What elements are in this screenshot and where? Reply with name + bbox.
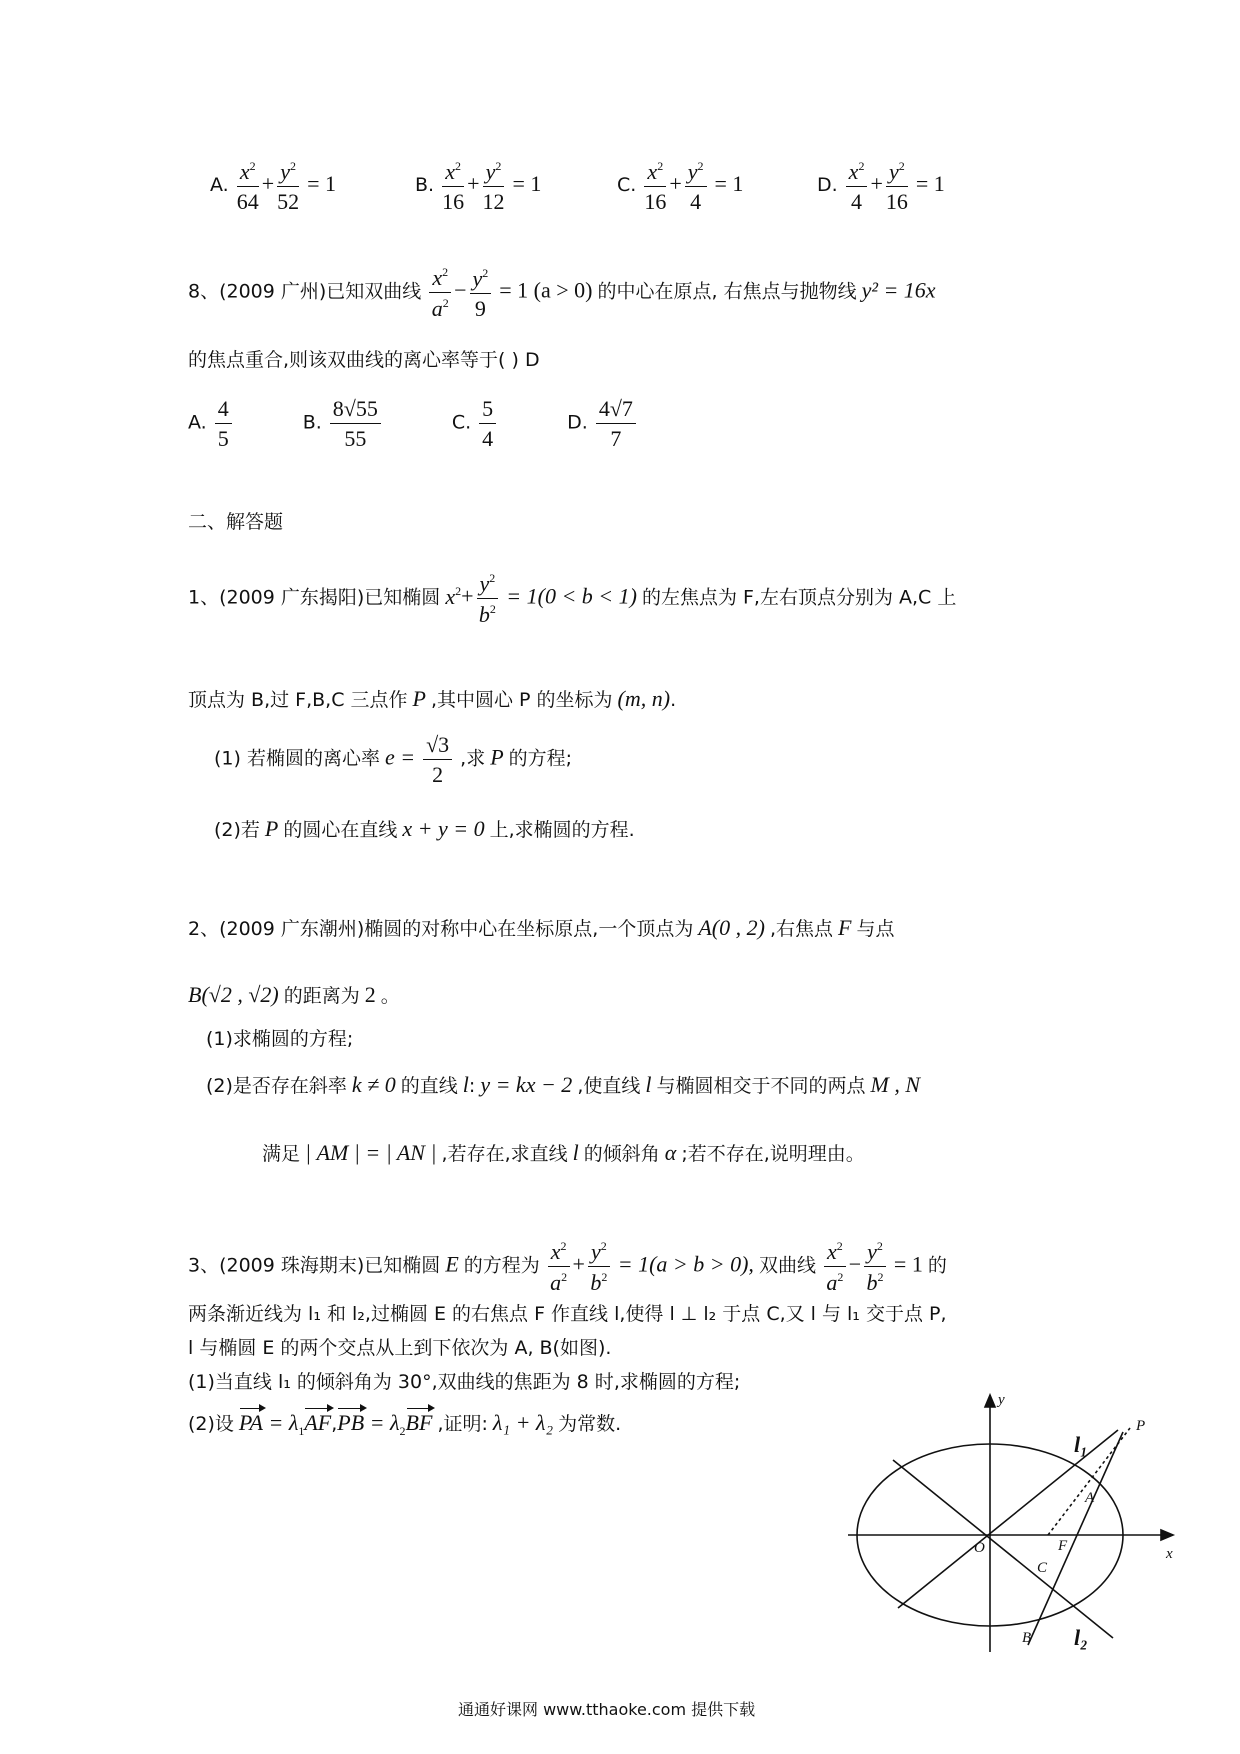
p1-text: 的圆心在直线 (283, 819, 398, 841)
hyperbola-term-y: $\frac{y^2}{9}$ (470, 267, 492, 320)
num: x (647, 159, 658, 184)
p2-text: 的距离为 (283, 985, 360, 1007)
option-label: A. (210, 174, 229, 197)
y-axis-arrow (985, 1395, 995, 1407)
option-label: D. (567, 411, 588, 434)
label-y: y (998, 1392, 1005, 1408)
label-a: A (1085, 1490, 1095, 1506)
p1-line1: 1、(2009 广东揭阳)已知椭圆 $x^2+$ $\frac{y^2}{b^2}$ = 1(0 < b < 1) 的左焦点为 F,左右顶点分别为 A,C 上 (188, 571, 957, 627)
p1-text: 1、(2009 广东揭阳)已知椭圆 (188, 586, 441, 609)
p1-text: (2)若 (214, 819, 260, 841)
focus-f: F (838, 915, 852, 940)
fraction: $\frac{y^2}{16}$ (885, 159, 908, 214)
equals: = 1 (915, 171, 945, 197)
angle-alpha: α (664, 1140, 677, 1165)
den: 16 (644, 189, 667, 214)
p1-text: (1) 若椭圆的离心率 (214, 747, 380, 770)
equals: = 1 (714, 171, 744, 197)
num: 8√55 (330, 398, 381, 424)
fraction: $\frac{y^2}{4}$ (685, 160, 707, 213)
circle-p: P (264, 816, 279, 841)
p3-text: (2)设 (188, 1413, 234, 1435)
vertex-a: A(0 , 2) (698, 915, 765, 940)
label-x: x (1166, 1546, 1173, 1562)
ellipse-figure (848, 1390, 1183, 1660)
p1-text: 的左焦点为 F,左右顶点分别为 A,C 上 (641, 586, 957, 609)
q7-option-a: A. $\frac{x^2}{64}$ + $\frac{y^2}{52}$ = 1 (210, 159, 337, 214)
equals: = 1 (512, 171, 542, 197)
distance: 2 (364, 982, 376, 1007)
den: 4 (482, 426, 494, 451)
footer: 通通好课网 www.tthaoke.com 提供下载 (458, 1700, 756, 1719)
fraction: $\frac{y^2}{52}$ (277, 159, 300, 214)
den: 2 (432, 762, 444, 787)
p2-text: ,使直线 (577, 1075, 641, 1097)
num: √3 (423, 734, 452, 760)
option-label: C. (617, 174, 637, 197)
eccentricity: e = (384, 744, 416, 770)
p2-line2 (188, 984, 400, 1006)
q7-option-b: B. $\frac{x^2}{16}$ + $\frac{y^2}{12}$ = 1 (415, 159, 542, 214)
label-l2: l₂ (1074, 1625, 1088, 1650)
p3-sub2 (188, 1412, 621, 1437)
line-l: l (462, 1072, 469, 1097)
p1-sub1 (214, 734, 572, 786)
line-l: l (572, 1140, 579, 1165)
den: 55 (344, 426, 367, 451)
vector-pa-eq: PA = $\lambda_1AF$ (238, 1410, 332, 1438)
fraction: $\frac{x^2}{64}$ (236, 159, 259, 214)
circle-p: P (412, 686, 426, 711)
num: x (848, 159, 859, 184)
period: 。 (380, 985, 400, 1007)
num: x (239, 159, 250, 184)
fraction: $\frac{x^2}{16}$ (442, 159, 465, 214)
fraction: $\frac{x^2}{a^2}$ (824, 1240, 846, 1294)
option-label: A. (188, 411, 207, 434)
p2-text: 的倾斜角 (583, 1143, 660, 1165)
num: y (280, 159, 290, 184)
label-b: B (1022, 1630, 1032, 1646)
p3-sub1: (1)当直线 l₁ 的倾斜角为 30°,双曲线的焦距为 8 时,求椭圆的方程; (188, 1371, 741, 1393)
p2-text: (2)是否存在斜率 (206, 1075, 347, 1097)
fraction: $\frac{x^2}{4}$ (846, 160, 868, 213)
num: x (445, 159, 455, 184)
p2-text: 的直线 (400, 1075, 458, 1097)
fraction (596, 398, 636, 450)
p3-text: 为常数. (558, 1413, 622, 1435)
option-label: C. (451, 411, 472, 434)
fraction: $\frac{x^2}{16}$ (644, 159, 667, 214)
num: y (485, 159, 496, 184)
num: y (687, 159, 698, 184)
comma: , (331, 1413, 338, 1435)
p2-text: ,右焦点 (769, 918, 833, 940)
p2-text: 与椭圆相交于不同的两点 (656, 1075, 866, 1097)
equals: = 1 (307, 171, 337, 197)
den: 52 (277, 189, 300, 214)
q8-line1: 8、(2009 广州)已知双曲线 $\frac{x^2}{a^2}$ − $\frac{y^2}{9}$ = 1 (a > 0) 的中心在原点, 右焦点与抛物线 y² = 16x (188, 265, 936, 321)
x-axis-arrow (1161, 1530, 1173, 1540)
q8-prefix: 8、(2009 广州)已知双曲线 (188, 280, 422, 303)
p3-line1: 3、(2009 珠海期末)已知椭圆 E 的方程为 $\frac{x^2}{a^2}$ + $\frac{y^2}{b^2}$ = 1(a > b > 0), 双曲线 $\frac{x^2}{a^2}$ − $\frac{y^2}{b^2}$ = 1 的 (188, 1239, 947, 1295)
fraction (423, 734, 452, 786)
line-equation: x + y = 0 (402, 816, 485, 841)
den: 12 (482, 189, 505, 214)
p2-text: 2、(2009 广东潮州)椭圆的对称中心在坐标原点,一个顶点为 (188, 918, 694, 940)
p2-sub2 (206, 1074, 920, 1096)
points-mn: M , N (870, 1072, 920, 1097)
fraction (215, 398, 232, 450)
p1-text: 上,求椭圆的方程. (489, 819, 635, 841)
hyperbola-term-x: $\frac{x^2}{a^2}$ (429, 266, 451, 320)
q8-line2: 的焦点重合,则该双曲线的离心率等于( ) D (188, 349, 540, 371)
fraction: $\frac{y^2}{b^2}$ (477, 572, 499, 626)
colon: : (468, 1075, 476, 1097)
p1-text: 的方程; (508, 747, 573, 770)
den: 16 (885, 189, 908, 214)
vector-pb-eq: PB = $\lambda_2BF$ (337, 1410, 433, 1438)
p2-text: ;若不存在,说明理由。 (681, 1143, 865, 1165)
p3-text: 3、(2009 珠海期末)已知椭圆 (188, 1254, 441, 1277)
q8-mid-text: 的中心在原点, 右焦点与抛物线 (597, 280, 857, 303)
label-f: F (1058, 1538, 1068, 1554)
den: 4 (851, 189, 863, 214)
vector-equality: | AM | = | AN | (305, 1140, 437, 1165)
fraction (479, 398, 496, 450)
label-o: O (974, 1540, 985, 1556)
p3-text: 双曲线 (758, 1254, 816, 1277)
den: 5 (217, 426, 229, 451)
circle-p: P (490, 744, 504, 770)
p2-line1 (188, 917, 894, 939)
ellipse-condition: = 1(a > b > 0), (617, 1251, 754, 1277)
segment-to-p (1048, 1428, 1130, 1535)
q8-options (188, 398, 639, 450)
period: . (670, 689, 677, 711)
p2-sub3 (262, 1142, 865, 1164)
p1-line2 (188, 688, 676, 710)
slope-condition: k ≠ 0 (351, 1072, 396, 1097)
q7-option-d: D. $\frac{x^2}{4}$ + $\frac{y^2}{16}$ = 1 (817, 159, 945, 214)
p2-sub1: (1)求椭圆的方程; (206, 1028, 354, 1050)
p3-text: 的 (927, 1254, 947, 1277)
p3-text: 的方程为 (463, 1254, 540, 1277)
option-label: D. (817, 174, 838, 197)
ellipse-e: E (445, 1251, 459, 1277)
fraction (330, 398, 381, 450)
den: 64 (236, 189, 259, 214)
q7-option-c: C. $\frac{x^2}{16}$ + $\frac{y^2}{4}$ = 1 (617, 159, 744, 214)
label-l1: l₁ (1074, 1432, 1088, 1457)
p3-line3: l 与椭圆 E 的两个交点从上到下依次为 A, B(如图). (188, 1337, 612, 1359)
fraction: $\frac{y^2}{12}$ (482, 159, 505, 214)
num: 5 (479, 398, 496, 424)
den: 16 (442, 189, 465, 214)
num: 4 (215, 398, 232, 424)
den: 7 (610, 426, 622, 451)
section-heading: 二、解答题 (188, 511, 284, 533)
fraction: $\frac{y^2}{b^2}$ (588, 1240, 610, 1294)
option-label: B. (302, 411, 322, 434)
option-label: B. (415, 174, 435, 197)
p1-text: ,其中圆心 P 的坐标为 (430, 689, 613, 711)
equals: = 1 (893, 1251, 923, 1277)
p1-condition: = 1(0 < b < 1) (506, 583, 637, 609)
asymptote-l2 (893, 1460, 1113, 1638)
label-p: P (1136, 1418, 1146, 1434)
fraction: $\frac{x^2}{a^2}$ (548, 1240, 570, 1294)
label-c: C (1037, 1560, 1048, 1576)
num: y (888, 159, 899, 184)
q8-parabola: y² = 16x (861, 277, 936, 303)
p1-text: ,求 (460, 747, 486, 770)
p2-text: 满足 (262, 1143, 301, 1165)
p3-line2: 两条渐近线为 l₁ 和 l₂,过椭圆 E 的右焦点 F 作直线 l,使得 l ⊥ l₂ 于点 C,又 l 与 l₁ 交于点 P, (188, 1303, 947, 1325)
p2-text: 与点 (856, 918, 895, 940)
p1-text: 顶点为 B,过 F,B,C 三点作 (188, 689, 408, 711)
p2-text: ,若存在,求直线 (441, 1143, 568, 1165)
num: 4√7 (596, 398, 636, 424)
line-equation: y = kx − 2 (480, 1072, 573, 1097)
p1-sub2 (214, 818, 635, 840)
q8-condition: = 1 (a > 0) (499, 277, 593, 303)
center-coords: (m, n) (617, 686, 671, 711)
den: 4 (690, 189, 702, 214)
p3-text: ,证明: (437, 1413, 488, 1435)
lambda-sum: λ₁ + λ₂ (492, 1410, 554, 1435)
point-b: B(√2 , √2) (188, 982, 279, 1007)
line-l: l (645, 1072, 652, 1097)
fraction: $\frac{y^2}{b^2}$ (864, 1240, 886, 1294)
